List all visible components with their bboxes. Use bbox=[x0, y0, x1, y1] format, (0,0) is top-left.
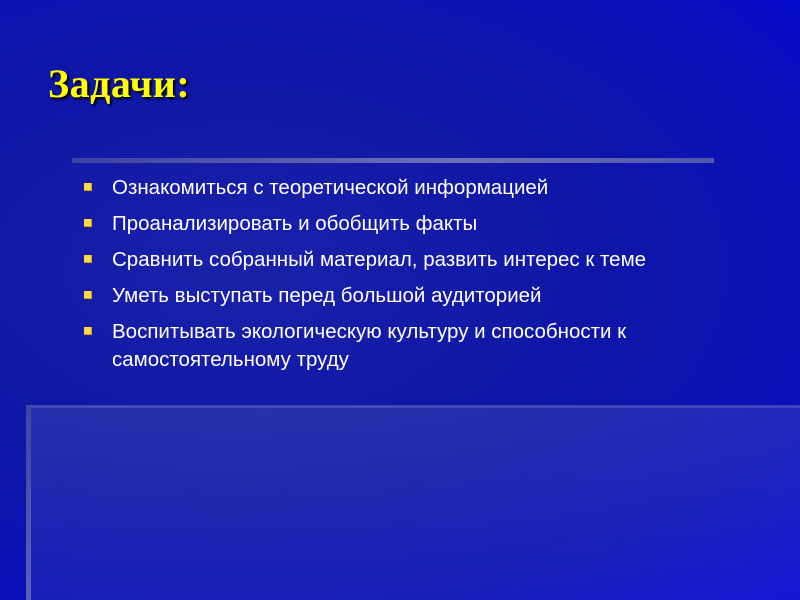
list-item bbox=[84, 318, 774, 374]
square-bullet-icon bbox=[84, 183, 92, 191]
square-bullet-icon bbox=[84, 219, 92, 227]
list-item-text: Проанализировать и обобщить факты bbox=[112, 212, 478, 235]
decorative-panel bbox=[30, 405, 800, 600]
list-item-text: Уметь выступать перед большой аудиторией bbox=[112, 284, 542, 307]
list-item-text: Сравнить собранный материал, развить интерес к теме bbox=[112, 248, 647, 271]
list-item bbox=[84, 174, 774, 202]
list-item bbox=[84, 210, 774, 238]
list-item bbox=[84, 246, 774, 274]
square-bullet-icon bbox=[84, 327, 92, 335]
list-item bbox=[84, 282, 774, 310]
square-bullet-icon bbox=[84, 291, 92, 299]
title-divider bbox=[72, 158, 714, 163]
list-item-text: Ознакомиться с теоретической информацией bbox=[112, 176, 549, 199]
list-item-text: Воспитывать экологическую культуру и способности к самостоятельному труду bbox=[112, 320, 627, 371]
square-bullet-icon bbox=[84, 255, 92, 263]
slide-title: Задачи: bbox=[48, 61, 191, 106]
task-list bbox=[84, 174, 774, 382]
decorative-side-rule bbox=[26, 405, 31, 600]
